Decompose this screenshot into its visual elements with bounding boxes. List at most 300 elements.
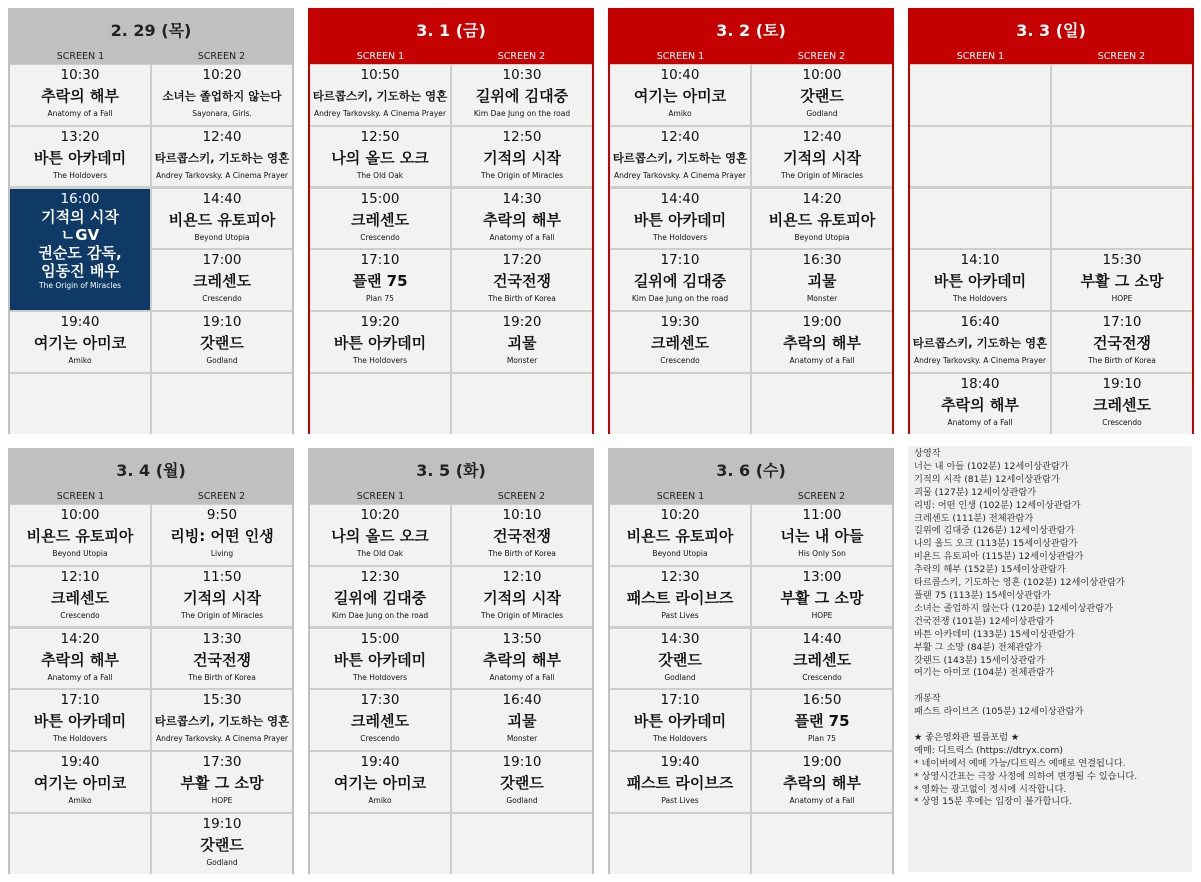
showtime: 17:10 xyxy=(660,252,700,269)
movie-title-en: The Old Oak xyxy=(356,549,404,558)
notes-line: 예매: 디트릭스 (https://dtryx.com) xyxy=(914,744,1063,756)
movie-title-en: Crescendo xyxy=(802,672,842,682)
movie-title-en: The Holdovers xyxy=(652,734,708,744)
movie-title-en: Crescendo xyxy=(360,734,400,744)
showtime-cell xyxy=(752,752,892,812)
showtime-cell xyxy=(752,374,892,434)
movie-title-en: Godland xyxy=(806,109,838,118)
showtime-cell xyxy=(10,567,150,627)
movie-title-kr: 추락의 해부 xyxy=(783,774,861,793)
movie-title-kr: 부활 그 소망 xyxy=(780,588,864,607)
notes-line: 갓랜드 (143분) 15세이상관람가 xyxy=(914,654,1045,666)
showtime: 19:10 xyxy=(502,754,542,771)
showtime-cell xyxy=(752,189,892,249)
showtime: 17:10 xyxy=(1102,314,1142,331)
showtime-cell xyxy=(910,312,1050,372)
showtime: 12:50 xyxy=(360,128,400,145)
movie-title-en: Anatomy of a Fall xyxy=(947,418,1013,428)
showtime-cell xyxy=(610,189,750,249)
movie-title-en: The Origin of Miracles xyxy=(181,610,263,620)
movie-title-en: The Holdovers xyxy=(52,734,108,744)
showtime-cell xyxy=(310,814,450,874)
showtime-cell xyxy=(452,690,592,750)
movie-title-en: The Holdovers xyxy=(652,232,708,242)
movie-title-kr: 타르콥스키, 기도하는 영혼 xyxy=(312,89,448,103)
movie-title-en: The Old Oak xyxy=(356,170,404,180)
screen-label: SCREEN 1 xyxy=(956,51,1005,62)
showtime-cell xyxy=(152,374,292,434)
showtime-grid xyxy=(610,504,892,874)
notes-line: 너는 내 아들 (102분) 12세이상관람가 xyxy=(914,460,1069,472)
showtime: 12:10 xyxy=(60,568,100,585)
movie-title-kr: 비욘드 유토피아 xyxy=(168,210,276,229)
movie-title-en: Anatomy of a Fall xyxy=(789,356,855,366)
movie-title-en: Godland xyxy=(206,356,238,366)
movie-title-en: The Holdovers xyxy=(52,170,108,180)
showtime-cell xyxy=(310,752,450,812)
movie-title-en: Anatomy of a Fall xyxy=(789,796,855,806)
showtime-cell xyxy=(10,312,150,372)
showtime: 11:50 xyxy=(202,568,242,585)
notes-line: * 영화는 광고없이 정시에 시작합니다. xyxy=(914,783,1067,795)
movie-title-kr: 추락의 해부 xyxy=(483,650,561,669)
showtime-cell xyxy=(310,189,450,249)
movie-title-en: The Birth of Korea xyxy=(488,549,556,558)
showtime: 16:50 xyxy=(802,692,842,709)
showtime: 17:10 xyxy=(360,252,400,269)
movie-title-kr: 비욘드 유토피아 xyxy=(626,527,734,545)
movie-title-kr: 리빙: 어떤 인생 xyxy=(170,527,274,545)
movie-title-en: Kim Dae Jung on the road xyxy=(631,294,729,304)
showtime-cell xyxy=(152,250,292,310)
movie-title-en: HOPE xyxy=(211,796,233,806)
showtime: 10:30 xyxy=(502,67,542,83)
showtime: 13:50 xyxy=(502,630,542,647)
showtime: 19:30 xyxy=(660,314,700,331)
movie-title-kr: 여기는 아미코 xyxy=(33,334,127,353)
movie-title-en: Monster xyxy=(506,356,538,366)
showtime: 17:10 xyxy=(660,692,700,709)
showtime: 16:40 xyxy=(502,692,542,709)
day-schedule xyxy=(608,448,894,874)
notes-line: 리빙: 어떤 인생 (102분) 12세이상관람가 xyxy=(914,499,1081,511)
movie-title-en: Andrey Tarkovsky. A Cinema Prayer xyxy=(914,356,1046,366)
movie-title-en: Past Lives xyxy=(661,610,699,620)
showtime-cell xyxy=(610,374,750,434)
showtime-cell xyxy=(610,312,750,372)
movie-title-kr: 바튼 아카데미 xyxy=(333,650,427,669)
movie-title-en: Anatomy of a Fall xyxy=(47,109,113,118)
showtime-cell xyxy=(1052,312,1192,372)
movie-title-kr: 패스트 라이브즈 xyxy=(626,774,734,793)
movie-title-en: Kim Dae Jung on the road xyxy=(331,610,429,620)
notes-line: 플랜 75 (113분) 15세이상관람가 xyxy=(914,589,1051,601)
movie-title-en: Godland xyxy=(664,672,696,682)
day-schedule xyxy=(608,8,894,434)
showtime: 10:20 xyxy=(360,507,400,523)
showtime: 16:40 xyxy=(960,314,1000,331)
showtime-cell xyxy=(310,312,450,372)
showtime-cell xyxy=(752,567,892,627)
day-schedule xyxy=(8,448,294,874)
showtime: 19:00 xyxy=(802,314,842,331)
screen-label: SCREEN 1 xyxy=(656,51,705,62)
movie-title-en: Past Lives xyxy=(661,796,699,806)
movie-title-en: Crescendo xyxy=(660,356,700,366)
screen-label: SCREEN 2 xyxy=(197,51,246,62)
showtime-cell xyxy=(910,374,1050,434)
movie-title-kr: 괴물 xyxy=(507,334,537,353)
showtime-cell xyxy=(752,505,892,565)
movie-title-kr: 바튼 아카데미 xyxy=(933,272,1027,291)
movie-title-kr: 비욘드 유토피아 xyxy=(26,527,134,545)
showtime: 17:30 xyxy=(360,692,400,709)
notes-line: 패스트 라이브즈 (105분) 12세이상관람가 xyxy=(914,706,1084,718)
showtime-grid xyxy=(610,64,892,434)
showtime-cell xyxy=(752,690,892,750)
movie-title-kr: 플랜 75 xyxy=(794,712,850,731)
notes-line: 길위에 김대중 (126분) 12세이상관람가 xyxy=(914,525,1075,537)
movie-title-en: The Origin of Miracles xyxy=(481,610,563,620)
movie-title-kr: 크레센도 xyxy=(351,210,409,229)
showtime-cell xyxy=(452,189,592,249)
movie-title-en: Kim Dae Jung on the road xyxy=(473,109,571,118)
movie-title-kr: 갓랜드 xyxy=(200,836,244,855)
screen-label: SCREEN 2 xyxy=(797,51,846,62)
notes-line: 바튼 아카데미 (133분) 15세이상관람가 xyxy=(914,628,1075,640)
movie-title-en: Anatomy of a Fall xyxy=(47,672,113,682)
notes-spacer xyxy=(914,719,1186,732)
showtime: 13:00 xyxy=(802,568,842,585)
showtime-cell xyxy=(610,629,750,689)
notes-line: 추락의 해부 (152분) 15세이상관람가 xyxy=(914,564,1066,576)
screen-header xyxy=(10,48,292,64)
movie-title-en: Crescendo xyxy=(60,610,100,620)
day-schedule xyxy=(308,448,594,874)
showtime: 14:20 xyxy=(60,630,100,647)
movie-title-kr: 타르콥스키, 기도하는 영혼 xyxy=(612,150,748,165)
movie-title-kr: 플랜 75 xyxy=(352,272,408,291)
movie-title-en: Crescendo xyxy=(1102,418,1142,428)
movie-title-kr: 길위에 김대중 xyxy=(333,588,427,607)
showtime-grid xyxy=(910,64,1192,434)
notes-line: 비욘드 유토피아 (115분) 12세이상관람가 xyxy=(914,551,1084,563)
day-date: 3. 5 (화) xyxy=(310,450,592,488)
movie-title-en: Sayonara, Girls. xyxy=(192,109,252,118)
showtime-cell xyxy=(752,814,892,874)
showtime-cell xyxy=(10,65,150,125)
movie-title-kr: 크레센도 xyxy=(351,712,409,731)
showtime-grid xyxy=(310,64,592,434)
movie-title-kr: 패스트 라이브즈 xyxy=(626,588,734,607)
day-date: 3. 3 (일) xyxy=(910,10,1192,48)
showtime-grid xyxy=(310,504,592,874)
showtime-cell xyxy=(752,312,892,372)
notes-line: * 상영 15분 후에는 입장이 불가합니다. xyxy=(914,796,1073,808)
showtime-cell xyxy=(752,250,892,310)
movie-title-en: Amiko xyxy=(68,796,92,806)
movie-title-kr: 비욘드 유토피아 xyxy=(768,210,876,229)
movie-title-en: Amiko xyxy=(668,109,692,118)
movie-title-en: The Holdovers xyxy=(352,356,408,366)
screen-header xyxy=(310,48,592,64)
showtime: 14:40 xyxy=(802,630,842,647)
showtime-cell xyxy=(452,250,592,310)
movie-title-en: Anatomy of a Fall xyxy=(489,232,555,242)
showtime-cell xyxy=(1052,250,1192,310)
movie-title-en: Beyond Utopia xyxy=(52,549,108,558)
showtime: 14:30 xyxy=(502,190,542,207)
showtime-cell xyxy=(610,752,750,812)
day-schedule xyxy=(308,8,594,434)
day-schedule xyxy=(908,8,1194,434)
notes-line: 여기는 아미코 (104분) 전체관람가 xyxy=(914,667,1054,679)
showtime: 17:00 xyxy=(202,252,242,269)
movie-title-kr: 괴물 xyxy=(507,712,537,731)
showtime: 13:30 xyxy=(202,630,242,647)
showtime: 12:40 xyxy=(660,128,700,145)
showtime-cell xyxy=(152,814,292,874)
movie-title-en: The Origin of Miracles xyxy=(781,170,863,180)
showtime: 12:40 xyxy=(202,128,242,145)
notes-line: ★ 좋은영화관 필름포럼 ★ xyxy=(914,731,1020,743)
showtime-cell xyxy=(752,65,892,125)
day-date: 3. 1 (금) xyxy=(310,10,592,48)
showtime-cell xyxy=(152,567,292,627)
movie-title-en: Andrey Tarkovsky. A Cinema Prayer xyxy=(156,734,288,744)
showtime-cell xyxy=(10,629,150,689)
showtime-cell xyxy=(1052,374,1192,434)
day-date: 3. 6 (수) xyxy=(610,450,892,488)
notes-line: 개봉작 xyxy=(914,693,941,705)
showtime-cell xyxy=(152,505,292,565)
movie-title-en: Anatomy of a Fall xyxy=(489,672,555,682)
showtime-cell xyxy=(10,690,150,750)
showtime-cell xyxy=(10,374,150,434)
showtime-cell xyxy=(452,312,592,372)
showtime: 14:20 xyxy=(802,190,842,207)
showtime-cell xyxy=(610,250,750,310)
movie-title-kr: 추락의 해부 xyxy=(783,334,861,353)
movie-title-kr: 바튼 아카데미 xyxy=(333,334,427,353)
showtime-cell xyxy=(910,250,1050,310)
showtime: 19:40 xyxy=(660,754,700,771)
screen-label: SCREEN 2 xyxy=(1097,51,1146,62)
movie-title-kr: 갓랜드 xyxy=(800,87,844,105)
showtime-cell xyxy=(10,814,150,874)
movie-title-kr: 크레센도 xyxy=(51,588,109,607)
showtime: 10:40 xyxy=(660,67,700,83)
showtime-cell xyxy=(10,127,150,187)
showtime-grid xyxy=(10,64,292,434)
movie-title-en: Andrey Tarkovsky. A Cinema Prayer xyxy=(614,170,746,180)
movie-title-en: The Birth of Korea xyxy=(488,294,556,304)
screen-label: SCREEN 2 xyxy=(497,51,546,62)
movie-title-kr: 추락의 해부 xyxy=(483,210,561,229)
movie-title-kr: 소녀는 졸업하지 않는다 xyxy=(162,89,282,103)
showtime: 16:30 xyxy=(802,252,842,269)
movie-title-kr: 여기는 아미코 xyxy=(333,774,427,793)
movie-title-kr: 길위에 김대중 xyxy=(633,272,727,291)
notes-line: 상영작 xyxy=(914,448,941,459)
showtime-cell xyxy=(152,189,292,249)
movie-title-kr: 타르콥스키, 기도하는 영혼 xyxy=(154,714,290,729)
showtime-cell xyxy=(152,127,292,187)
showtime-cell xyxy=(310,250,450,310)
movie-title-en: The Birth of Korea xyxy=(1088,356,1156,366)
showtime: 19:40 xyxy=(360,754,400,771)
movie-title-kr: 기적의 시작 xyxy=(183,588,261,607)
showtime-cell xyxy=(310,374,450,434)
movie-title-en: His Only Son xyxy=(798,549,846,558)
showtime-cell xyxy=(452,567,592,627)
movie-title-en: Andrey Tarkovsky. A Cinema Prayer xyxy=(156,170,288,180)
movie-title-en: Living xyxy=(210,549,234,558)
movie-title-kr: 괴물 xyxy=(807,272,837,291)
movie-title-kr: 부활 그 소망 xyxy=(180,774,264,793)
showtime-cell xyxy=(610,127,750,187)
movie-title-kr: 타르콥스키, 기도하는 영혼 xyxy=(154,150,290,165)
showtime-cell xyxy=(910,127,1050,187)
movie-title-kr: 건국전쟁 xyxy=(1093,334,1151,353)
movie-title-en: Amiko xyxy=(68,356,92,366)
showtime-cell xyxy=(452,65,592,125)
showtime-cell xyxy=(152,752,292,812)
movie-title-en: HOPE xyxy=(811,610,833,620)
showtime: 14:40 xyxy=(202,190,242,207)
showtime-cell xyxy=(310,690,450,750)
showtime: 19:10 xyxy=(202,314,242,331)
showtime: 12:10 xyxy=(502,568,542,585)
screen-label: SCREEN 1 xyxy=(356,491,405,502)
showtime-cell xyxy=(10,505,150,565)
showtime: 19:20 xyxy=(502,314,542,331)
day-schedule xyxy=(8,8,294,434)
screen-header xyxy=(910,48,1192,64)
showtime: 15:30 xyxy=(1102,252,1142,269)
screen-header xyxy=(310,488,592,504)
notes-line: 기적의 시작 (81분) 12세이상관람가 xyxy=(914,473,1060,485)
movie-title-en: Beyond Utopia xyxy=(794,232,850,242)
showtime-cell xyxy=(610,690,750,750)
notes-line: 건국전쟁 (101분) 12세이상관람가 xyxy=(914,615,1054,627)
showtime: 10:30 xyxy=(60,67,100,83)
screen-label: SCREEN 1 xyxy=(356,51,405,62)
screen-header xyxy=(610,488,892,504)
movie-title-kr: 건국전쟁 xyxy=(193,650,251,669)
movie-title-kr: 기적의 시작 xyxy=(483,148,561,167)
movie-title-kr: 길위에 김대중 xyxy=(475,87,569,105)
showtime: 10:20 xyxy=(202,67,242,83)
movie-title-en: Beyond Utopia xyxy=(194,232,250,242)
showtime: 12:50 xyxy=(502,128,542,145)
showtime-cell xyxy=(452,814,592,874)
showtime: 10:20 xyxy=(660,507,700,523)
notes-line: 크레센도 (111분) 전체관람가 xyxy=(914,512,1034,524)
movie-title-kr: 추락의 해부 xyxy=(41,650,119,669)
showtime: 17:20 xyxy=(502,252,542,269)
movie-title-en: Andrey Tarkovsky. A Cinema Prayer xyxy=(314,109,446,118)
showtime: 10:00 xyxy=(802,67,842,83)
showtime-cell xyxy=(152,690,292,750)
movie-title-en: Plan 75 xyxy=(366,294,394,304)
showtime: 14:30 xyxy=(660,630,700,647)
showtime: 15:00 xyxy=(360,630,400,647)
movie-title-en: Godland xyxy=(206,858,238,868)
movie-title-kr: 크레센도 xyxy=(793,650,851,669)
movie-title-en: Crescendo xyxy=(202,294,242,304)
movie-title-kr: 여기는 아미코 xyxy=(633,87,727,105)
movie-title-kr: 건국전쟁 xyxy=(493,527,551,545)
movie-title-en: Godland xyxy=(506,796,538,806)
movie-title-kr: 갓랜드 xyxy=(658,650,702,669)
showtime-cell xyxy=(10,752,150,812)
movie-title-en: The Birth of Korea xyxy=(188,672,256,682)
showtime-cell xyxy=(610,65,750,125)
notes-panel xyxy=(908,446,1192,872)
showtime-cell xyxy=(910,65,1050,125)
showtime: 12:30 xyxy=(360,568,400,585)
showtime: 14:10 xyxy=(960,252,1000,269)
showtime: 17:10 xyxy=(60,692,100,709)
showtime: 13:20 xyxy=(60,128,100,145)
showtime: 19:10 xyxy=(1102,376,1142,393)
showtime-cell xyxy=(310,629,450,689)
movie-title-en: HOPE xyxy=(1111,294,1133,304)
movie-title-en: The Origin of Miracles xyxy=(481,170,563,180)
screen-label: SCREEN 2 xyxy=(797,491,846,502)
showtime: 19:20 xyxy=(360,314,400,331)
movie-title-en: Monster xyxy=(506,734,538,744)
screen-label: SCREEN 1 xyxy=(56,51,105,62)
day-date: 3. 2 (토) xyxy=(610,10,892,48)
showtime: 15:30 xyxy=(202,692,242,709)
showtime: 14:40 xyxy=(660,190,700,207)
movie-title-en: Monster xyxy=(806,294,838,304)
showtime: 9:50 xyxy=(206,507,238,523)
day-date: 3. 4 (월) xyxy=(10,450,292,488)
screen-label: SCREEN 2 xyxy=(497,491,546,502)
movie-title-en: Amiko xyxy=(368,796,392,806)
notes-line: 타르콥스키, 기도하는 영혼 (102분) 12세이상관람가 xyxy=(914,577,1125,589)
showtime: 18:40 xyxy=(960,376,1000,393)
movie-title-kr: 추락의 해부 xyxy=(41,87,119,105)
movie-title-kr: 갓랜드 xyxy=(500,774,544,793)
showtime-cell xyxy=(752,629,892,689)
showtime: 11:00 xyxy=(802,507,842,523)
movie-title-en: Crescendo xyxy=(360,232,400,242)
showtime: 15:00 xyxy=(360,190,400,207)
showtime: 12:30 xyxy=(660,568,700,585)
movie-title-kr: 여기는 아미코 xyxy=(33,774,127,793)
showtime-cell xyxy=(310,127,450,187)
movie-title-kr: 나의 올드 오크 xyxy=(331,527,429,545)
showtime-cell xyxy=(152,65,292,125)
showtime-cell xyxy=(310,567,450,627)
showtime-cell xyxy=(610,814,750,874)
showtime-cell xyxy=(452,505,592,565)
movie-title-kr: 크레센도 xyxy=(1093,396,1151,415)
movie-title-kr: 갓랜드 xyxy=(200,334,244,353)
showtime: 10:00 xyxy=(60,507,100,523)
showtime: 19:40 xyxy=(60,754,100,771)
day-date: 2. 29 (목) xyxy=(10,10,292,48)
movie-title-en: Beyond Utopia xyxy=(652,549,708,558)
showtime-cell xyxy=(752,127,892,187)
notes-spacer xyxy=(914,680,1186,693)
showtime-cell xyxy=(452,127,592,187)
showtime: 12:40 xyxy=(802,128,842,145)
